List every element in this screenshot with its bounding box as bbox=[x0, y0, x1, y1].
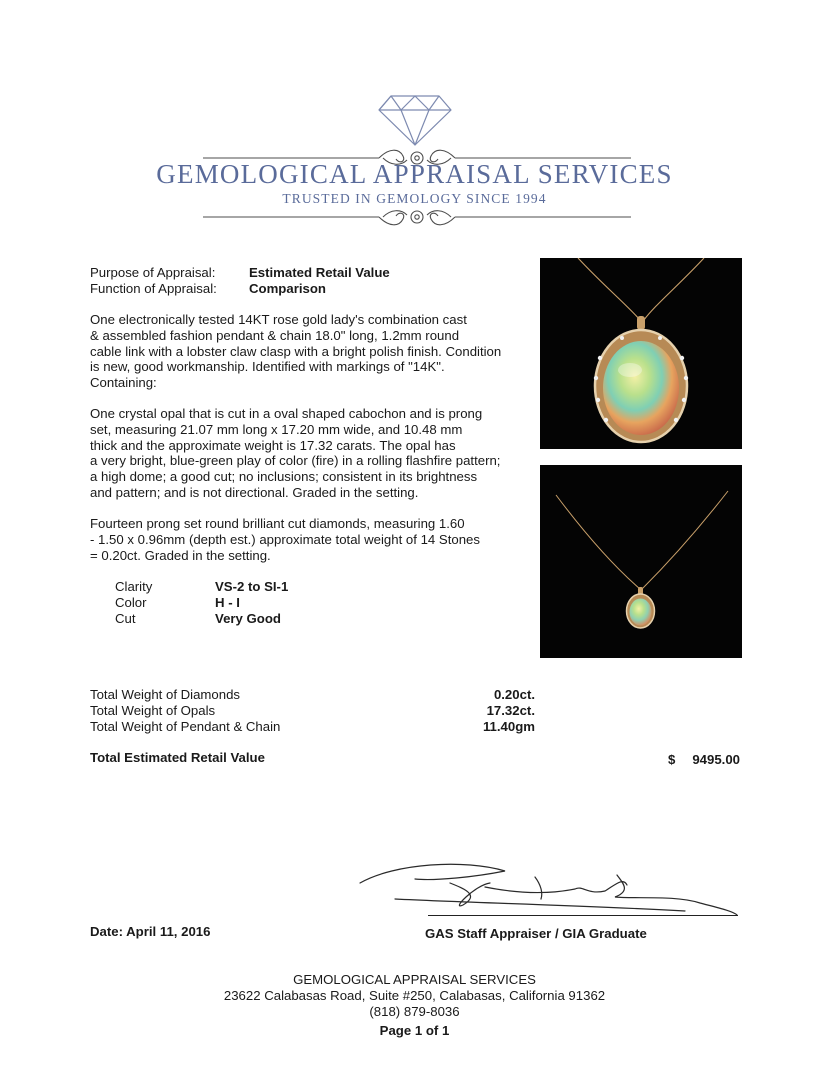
function-value: Comparison bbox=[249, 281, 326, 296]
opal-line: a high dome; a good cut; no inclusions; consistent in its brightness bbox=[90, 469, 478, 485]
description-line: cable link with a lobster claw clasp with a bright polish finish. Condition bbox=[90, 343, 502, 359]
total-pendant-weight-value: 11.40gm bbox=[482, 719, 535, 734]
diamond-logo-icon bbox=[377, 93, 453, 147]
item-description bbox=[90, 312, 501, 391]
company-tagline: TRUSTED IN GEMOLOGY SINCE 1994 bbox=[282, 191, 547, 206]
total-pendant-weight-label: Total Weight of Pendant & Chain bbox=[90, 719, 281, 734]
color-label: Color bbox=[115, 595, 147, 610]
opal-line: and pattern; and is not directional. Graded in the setting. bbox=[90, 484, 419, 500]
opal-line: One crystal opal that is cut in a oval shaped cabochon and is prong bbox=[90, 406, 483, 421]
cut-label: Cut bbox=[115, 611, 136, 626]
diamond-line: - 1.50 x 0.96mm (depth est.) approximate total weight of 14 Stones bbox=[90, 531, 480, 547]
appraisal-date: Date: April 11, 2016 bbox=[90, 924, 211, 939]
clarity-label: Clarity bbox=[115, 579, 153, 594]
appraiser-title: GAS Staff Appraiser / GIA Graduate bbox=[425, 926, 647, 941]
color-value: H - I bbox=[215, 595, 240, 610]
purpose-value: Estimated Retail Value bbox=[249, 265, 390, 280]
appraiser-signature bbox=[355, 855, 740, 920]
estimated-value-amount: 9495.00 bbox=[692, 752, 740, 767]
total-opal-weight-value: 17.32ct. bbox=[486, 703, 535, 718]
diamond-line: = 0.20ct. Graded in the setting. bbox=[90, 547, 271, 563]
footer-phone: (818) 879-8036 bbox=[369, 1004, 460, 1019]
estimated-value-label: Total Estimated Retail Value bbox=[90, 750, 265, 765]
company-name-header: GEMOLOGICAL APPRAISAL SERVICES bbox=[156, 159, 673, 189]
opal-description bbox=[90, 406, 500, 501]
currency-symbol: $ bbox=[668, 752, 676, 767]
footer-company: GEMOLOGICAL APPRAISAL SERVICES bbox=[293, 972, 536, 987]
pendant-closeup-photo bbox=[540, 258, 742, 449]
pendant-with-chain-photo bbox=[540, 465, 742, 658]
total-diamond-weight-value: 0.20ct. bbox=[493, 687, 535, 702]
total-opal-weight-label: Total Weight of Opals bbox=[90, 703, 216, 718]
purpose-label: Purpose of Appraisal: bbox=[90, 265, 216, 280]
footer-address: 23622 Calabasas Road, Suite #250, Calabasas, California 91362 bbox=[223, 988, 606, 1003]
clarity-value: VS-2 to SI-1 bbox=[215, 579, 289, 594]
description-line: One electronically tested 14KT rose gold lady's combination cast bbox=[90, 312, 467, 327]
header-ornament-bottom bbox=[203, 205, 631, 229]
signature-line bbox=[428, 915, 738, 916]
description-line: & assembled fashion pendant & chain 18.0" long, 1.2mm round bbox=[90, 327, 460, 343]
opal-line: a very bright, blue-green play of color (fire) in a rolling flashfire pattern; bbox=[90, 453, 501, 469]
diamond-line: Fourteen prong set round brilliant cut diamonds, measuring 1.60 bbox=[90, 516, 465, 531]
function-label: Function of Appraisal: bbox=[90, 281, 217, 296]
diamond-description bbox=[90, 516, 480, 563]
description-line: is new, good workmanship. Identified with markings of "14K". bbox=[90, 359, 445, 375]
page-number: Page 1 of 1 bbox=[379, 1023, 450, 1038]
description-line: Containing: bbox=[90, 375, 157, 391]
opal-line: thick and the approximate weight is 17.32 carats. The opal has bbox=[90, 437, 456, 453]
cut-value: Very Good bbox=[215, 611, 281, 626]
total-diamond-weight-label: Total Weight of Diamonds bbox=[90, 687, 241, 702]
opal-line: set, measuring 21.07 mm long x 17.20 mm wide, and 10.48 mm bbox=[90, 421, 463, 437]
